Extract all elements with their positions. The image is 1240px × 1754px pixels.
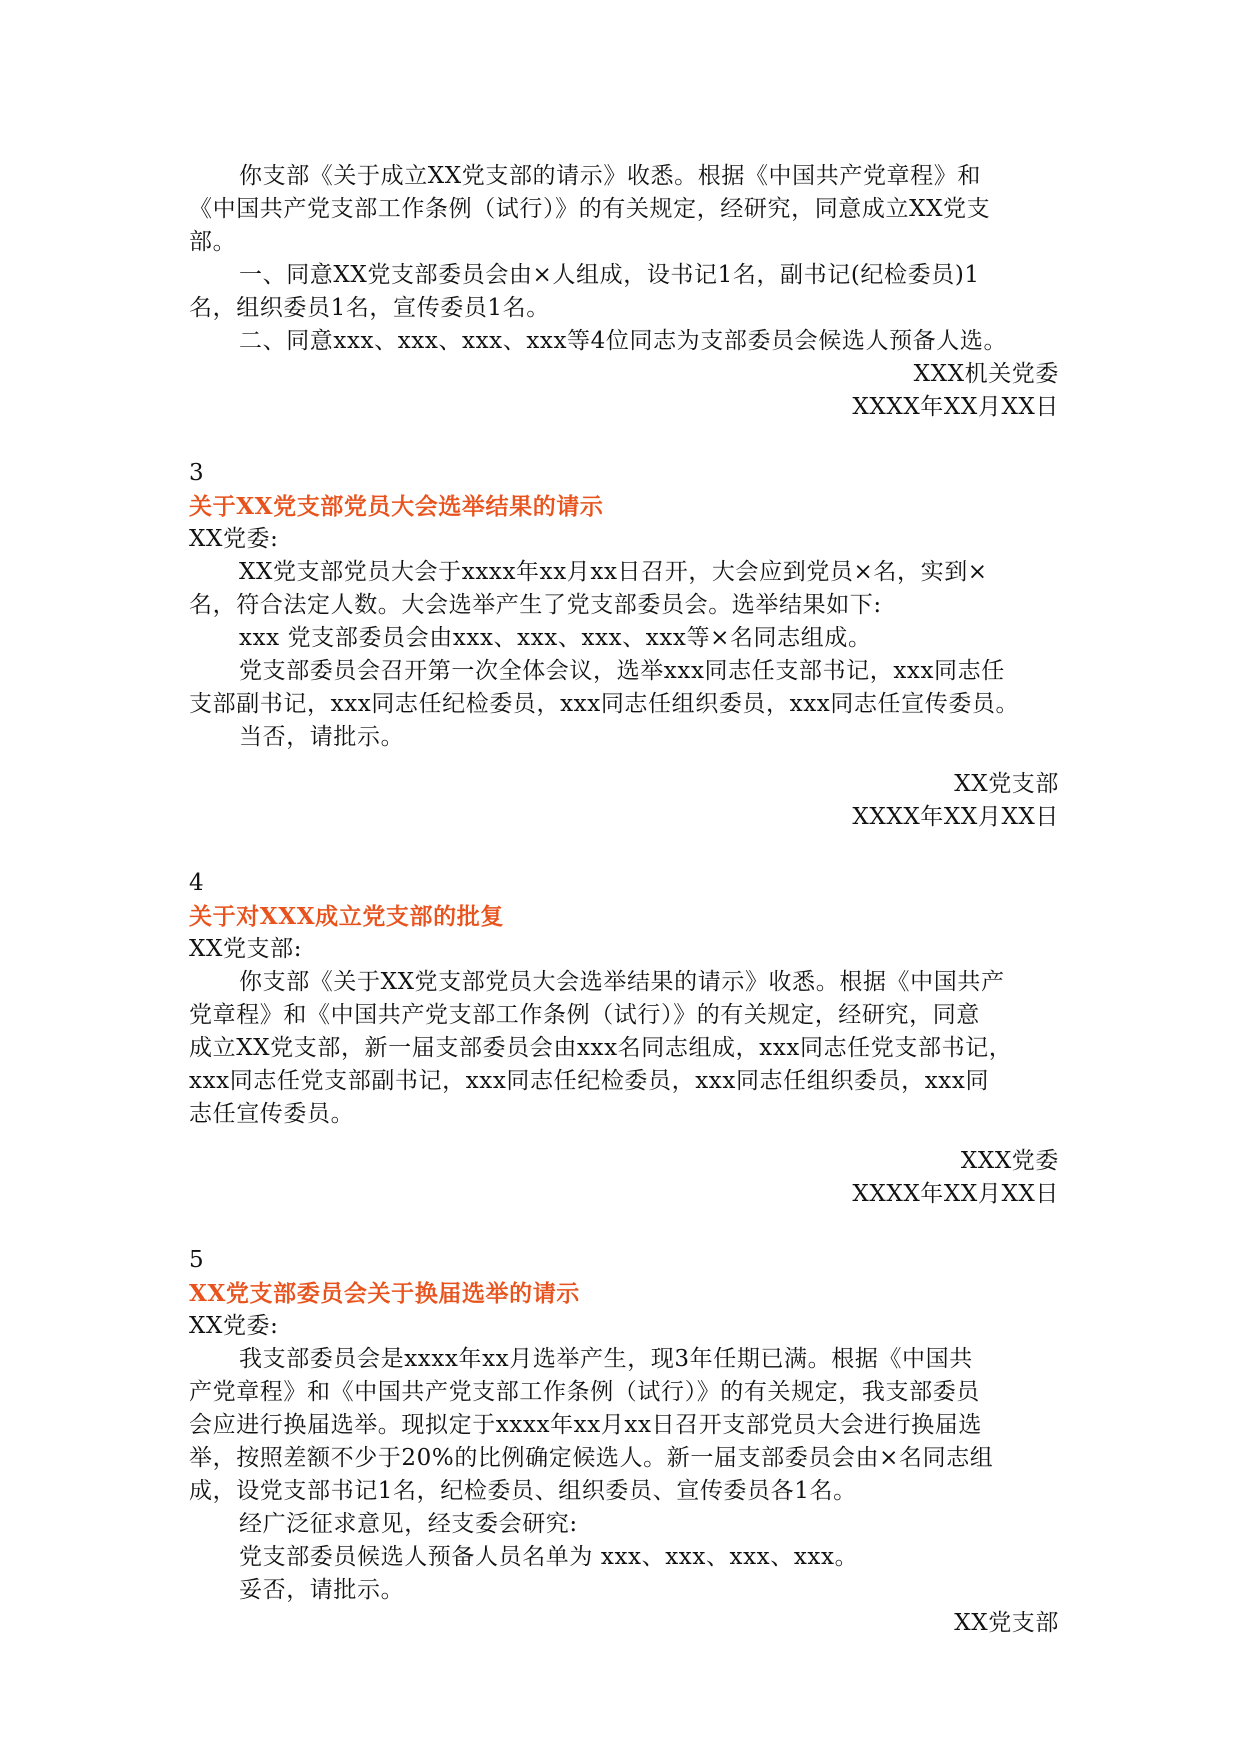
- section-number: 4: [189, 870, 205, 896]
- paragraph-line: 部。: [189, 229, 237, 255]
- paragraph-line: 支部副书记，xxx同志任纪检委员，xxx同志任组织委员，xxx同志任宣传委员。: [189, 691, 1020, 717]
- paragraph-line: 经广泛征求意见，经支委会研究:: [239, 1511, 578, 1537]
- section-title: 关于XX党支部党员大会选举结果的请示: [189, 493, 604, 520]
- paragraph-line: 当否，请批示。: [239, 724, 405, 750]
- section-5: [189, 1244, 1059, 1640]
- paragraph-line: XX党支部党员大会于xxxx年xx月xx日召开，大会应到党员×名，实到×: [239, 559, 988, 585]
- date: XXXX年XX月XX日: [852, 394, 1059, 420]
- paragraph-line: 你支部《关于XX党支部党员大会选举结果的请示》收悉。根据《中国共产: [239, 969, 1005, 995]
- paragraph-line: 会应进行换届选举。现拟定于xxxx年xx月xx日召开支部党员大会进行换届选: [189, 1412, 982, 1438]
- date: XXXX年XX月XX日: [852, 1181, 1059, 1207]
- addressee: XX党委:: [189, 526, 279, 552]
- paragraph-line: 举，按照差额不少于20%的比例确定候选人。新一届支部委员会由×名同志组: [189, 1445, 994, 1471]
- paragraph-line: 一、同意XX党支部委员会由×人组成，设书记1名，副书记(纪检委员)1: [239, 262, 980, 288]
- spacer: [189, 1131, 1059, 1145]
- paragraph-line: 党支部委员候选人预备人员名单为 xxx、xxx、xxx、xxx。: [239, 1544, 859, 1570]
- section-3: [189, 457, 1059, 834]
- date: XXXX年XX月XX日: [852, 804, 1059, 830]
- section-title: XX党支部委员会关于换届选举的请示: [189, 1280, 580, 1307]
- section-number: 3: [189, 460, 205, 486]
- paragraph-line: 名，符合法定人数。大会选举产生了党支部委员会。选举结果如下:: [189, 592, 882, 618]
- paragraph-line: 党章程》和《中国共产党支部工作条例（试行）》的有关规定，经研究，同意: [189, 1002, 980, 1028]
- section-title: 关于对XXX成立党支部的批复: [189, 903, 504, 930]
- paragraph-line: 《中国共产党支部工作条例（试行）》的有关规定，经研究，同意成立XX党支: [189, 196, 991, 222]
- section-2: [189, 160, 1059, 424]
- signer: XX党支部: [954, 1610, 1059, 1636]
- paragraph-line: xxx 党支部委员会由xxx、xxx、xxx、xxx等×名同志组成。: [239, 625, 872, 651]
- paragraph-line: 成，设党支部书记1名，纪检委员、组织委员、宣传委员各1名。: [189, 1478, 857, 1504]
- paragraph-line: 二、同意xxx、xxx、xxx、xxx等4位同志为支部委员会候选人预备人选。: [239, 328, 1008, 354]
- paragraph-line: 我支部委员会是xxxx年xx月选举产生，现3年任期已满。根据《中国共: [239, 1346, 973, 1372]
- document-page: [189, 160, 1059, 1640]
- addressee: XX党委:: [189, 1313, 279, 1339]
- signer: XXX党委: [960, 1148, 1059, 1174]
- addressee: XX党支部:: [189, 936, 303, 962]
- section-4: [189, 867, 1059, 1211]
- paragraph-line: 名，组织委员1名，宣传委员1名。: [189, 295, 550, 321]
- paragraph-line: xxx同志任党支部副书记，xxx同志任纪检委员，xxx同志任组织委员，xxx同: [189, 1068, 990, 1094]
- spacer: [189, 1211, 1059, 1244]
- spacer: [189, 834, 1059, 867]
- paragraph-line: 党支部委员会召开第一次全体会议，选举xxx同志任支部书记，xxx同志任: [239, 658, 1005, 684]
- paragraph-line: 志任宣传委员。: [189, 1101, 355, 1127]
- paragraph-line: 你支部《关于成立XX党支部的请示》收悉。根据《中国共产党章程》和: [239, 163, 981, 189]
- section-number: 5: [189, 1247, 205, 1273]
- signer: XXX机关党委: [913, 361, 1059, 387]
- spacer: [189, 424, 1059, 457]
- signer: XX党支部: [954, 771, 1059, 797]
- paragraph-line: 成立XX党支部，新一届支部委员会由xxx名同志组成，xxx同志任党支部书记，: [189, 1035, 1013, 1061]
- spacer: [189, 754, 1059, 768]
- paragraph-line: 妥否，请批示。: [239, 1577, 405, 1603]
- paragraph-line: 产党章程》和《中国共产党支部工作条例（试行）》的有关规定，我支部委员: [189, 1379, 980, 1405]
